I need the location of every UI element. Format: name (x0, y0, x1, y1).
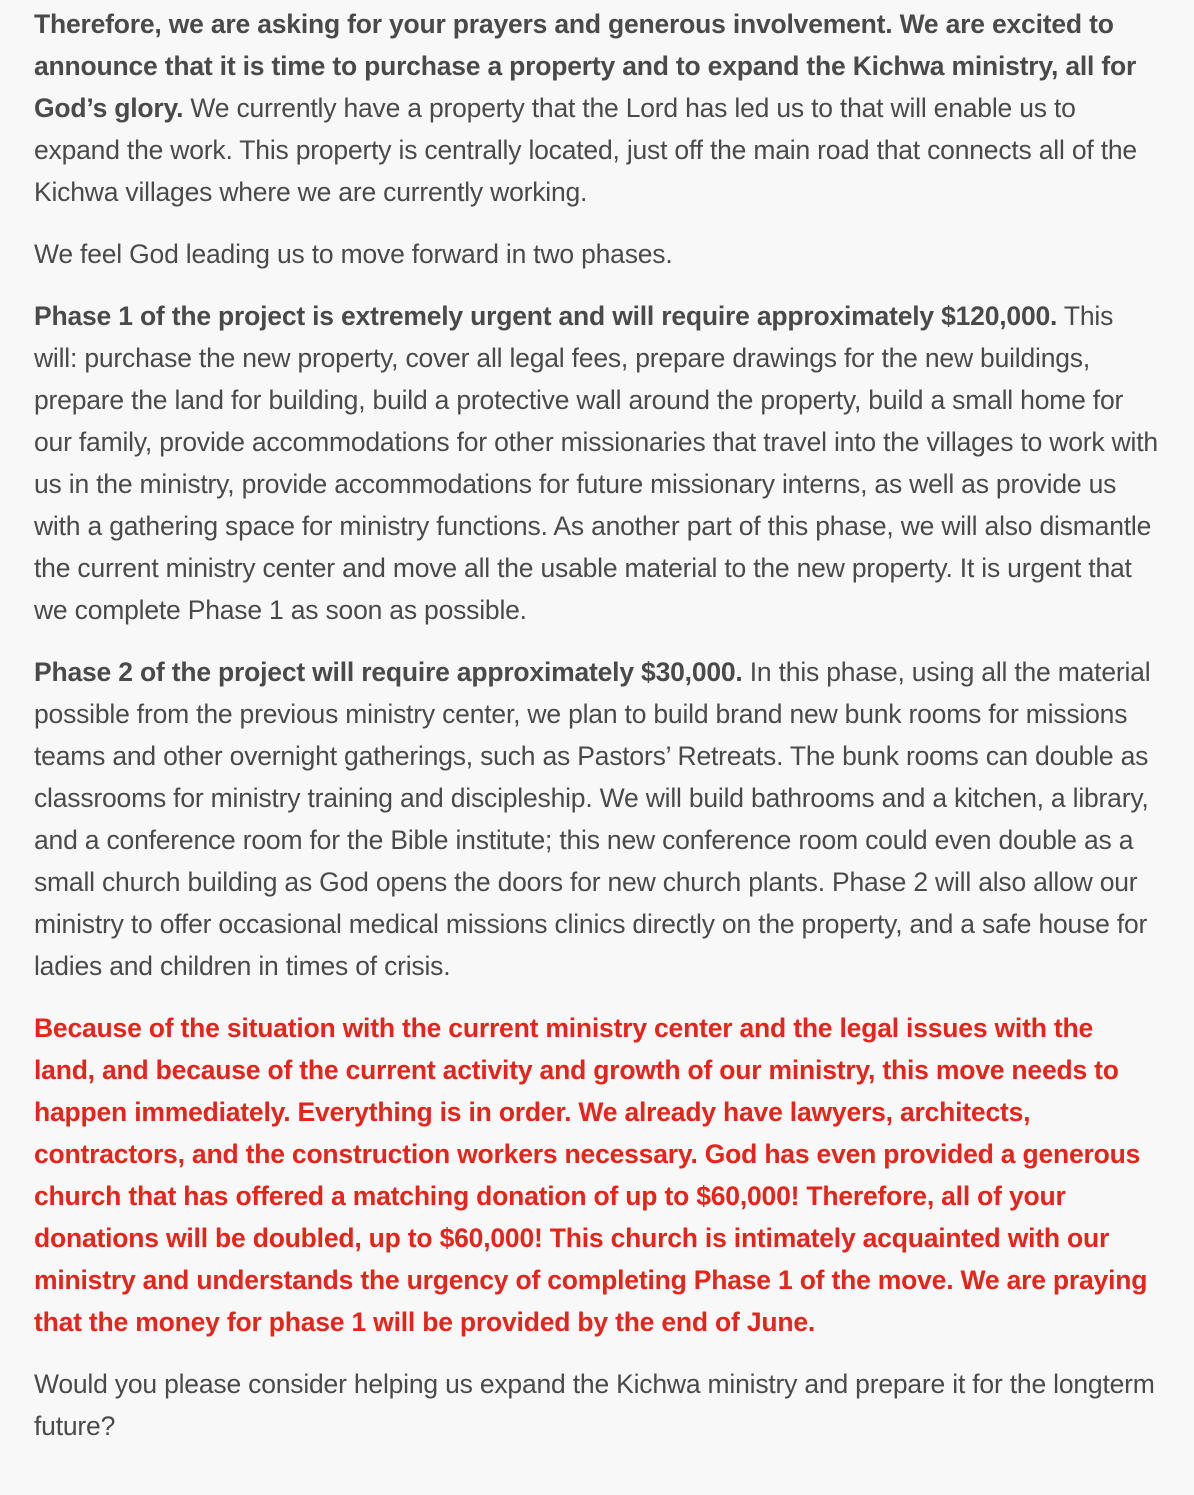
phase2-bold-text: Phase 2 of the project will require approximately $30,000. (34, 657, 743, 687)
phase1-body-text: This will: purchase the new property, cover all legal fees, prepare drawings for the new buildings, prepare the land for building, build a protective wall around the property, build a small home for our family, provide accommodations for other missionaries that travel into the villages to work with us in the ministry, provide accommodations for future missionary interns, as well as provide us with a gathering space for ministry functions. As another part of this phase, we will also dismantle the current ministry center and move all the usable material to the new property. It is urgent that we complete Phase 1 as soon as possible. (34, 301, 1158, 625)
phase1-bold-text: Phase 1 of the project is extremely urgent and will require approximately $120,000. (34, 301, 1058, 331)
intro-body-text: We currently have a property that the Lord has led us to that will enable us to expand the work. This property is centrally located, just off the main road that connects all of the Kichwa villages where we are currently working. (34, 93, 1137, 207)
intro-paragraph (34, 3, 1160, 213)
phase1-paragraph (34, 295, 1160, 631)
article-body (0, 3, 1194, 1447)
closing-paragraph: Would you please consider helping us expand the Kichwa ministry and prepare it for the longterm future? (34, 1369, 1155, 1441)
phases-intro-paragraph: We feel God leading us to move forward in two phases. (34, 239, 673, 269)
phase2-body-text: In this phase, using all the material possible from the previous ministry center, we plan to build brand new bunk rooms for missions teams and other overnight gatherings, such as Pastors’ Retreats. The bunk rooms can double as classrooms for ministry training and discipleship. We will build bathrooms and a kitchen, a library, and a conference room for the Bible institute; this new conference room could even double as a small church building as God opens the doors for new church plants. Phase 2 will also allow our ministry to offer occasional medical missions clinics directly on the property, and a safe house for ladies and children in times of crisis. (34, 657, 1151, 981)
phase2-paragraph (34, 651, 1160, 987)
intro-bold-text: Therefore, we are asking for your prayers and generous involvement. We are excited to announce that it is time to purchase a property and to expand the Kichwa ministry, all for God’s glory. (34, 9, 1137, 123)
urgent-notice-paragraph: Because of the situation with the current ministry center and the legal issues with the land, and because of the current activity and growth of our ministry, this move needs to happen immediately. Everything is in order. We already have lawyers, architects, contractors, and the construction workers necessary. God has even provided a generous church that has offered a matching donation of up to $60,000! Therefore, all of your donations will be doubled, up to $60,000! This church is intimately acquainted with our ministry and understands the urgency of completing Phase 1 of the move. We are praying that the money for phase 1 will be provided by the end of June. (34, 1013, 1148, 1337)
